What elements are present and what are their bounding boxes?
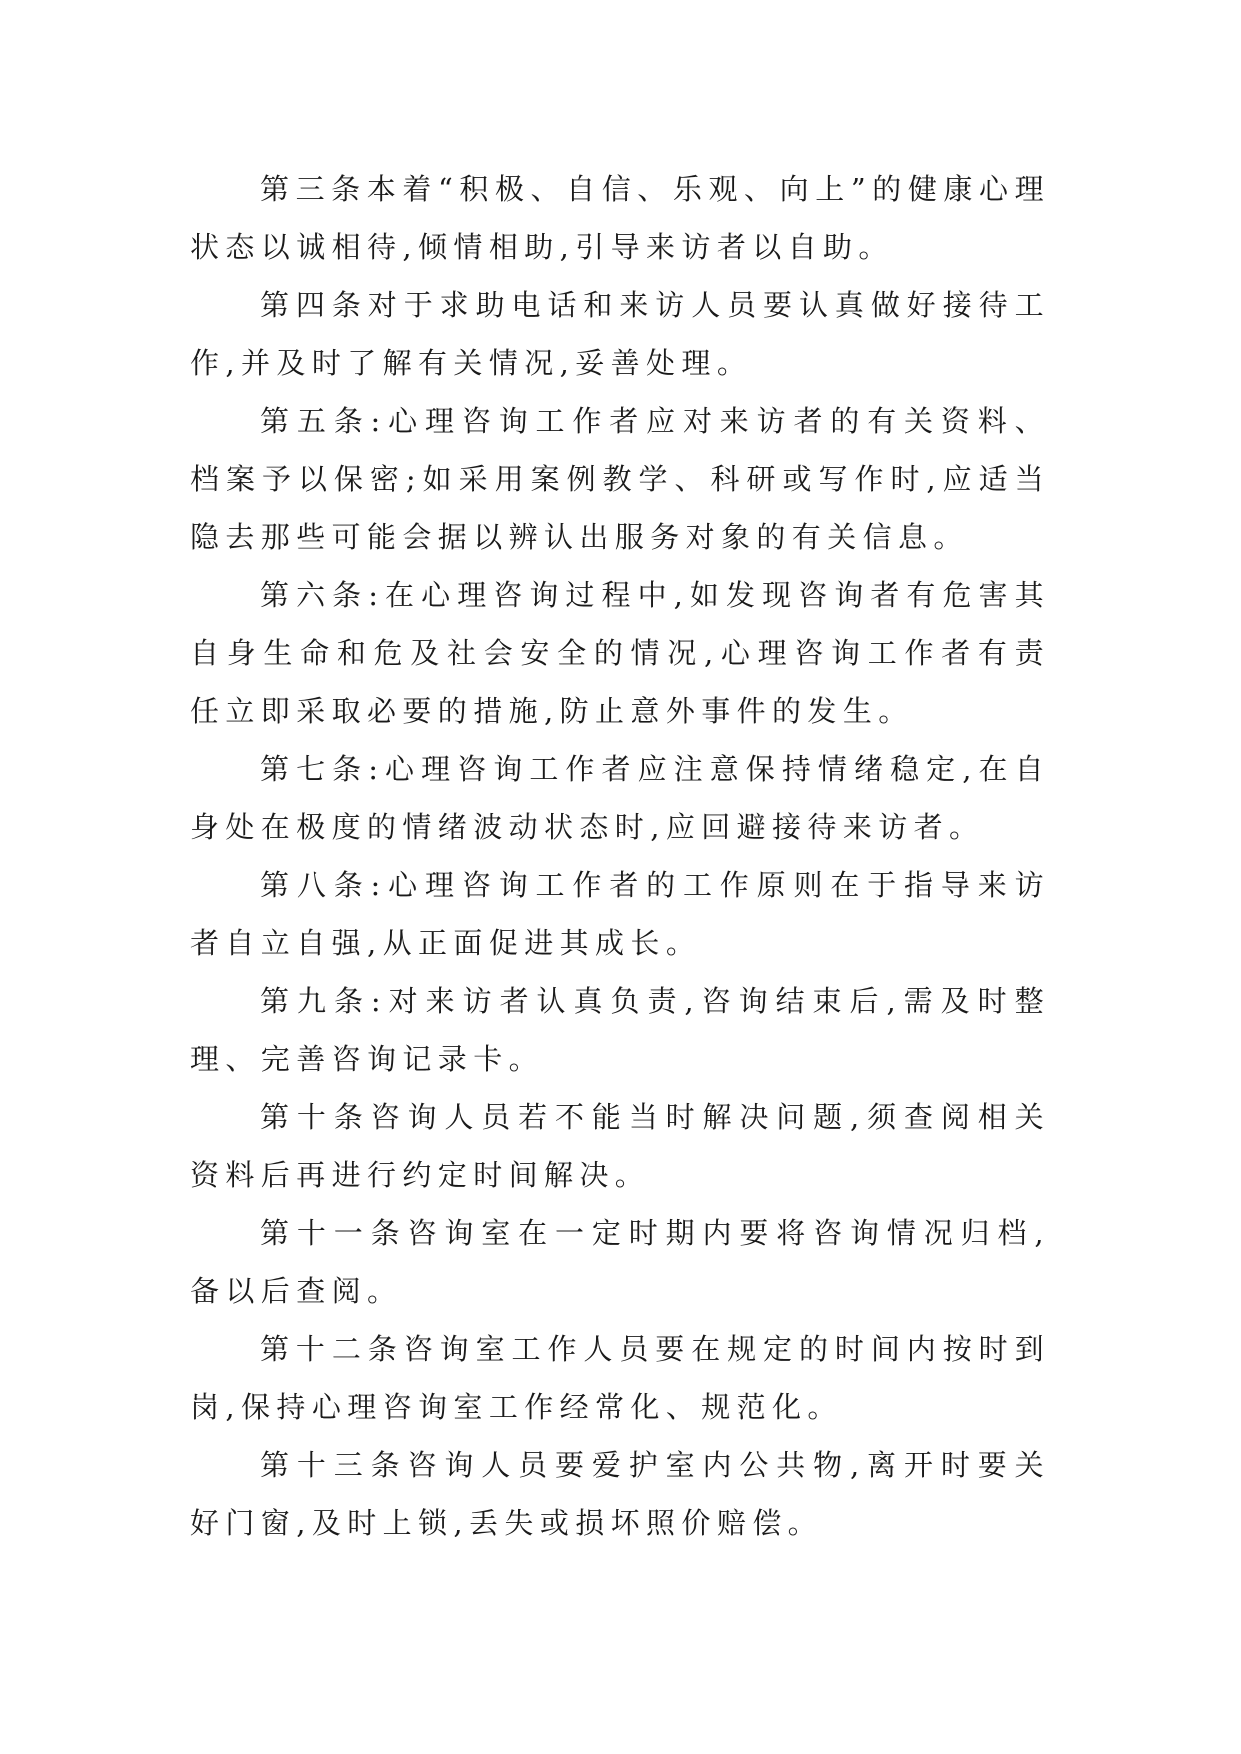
paragraph-article-4: 第四条对于求助电话和来访人员要认真做好接待工作,并及时了解有关情况,妥善处理。 (190, 288, 1050, 380)
paragraph-article-12: 第十二条咨询室工作人员要在规定的时间内按时到岗,保持心理咨询室工作经常化、规范化。 (190, 1332, 1050, 1424)
paragraph-article-7: 第七条:心理咨询工作者应注意保持情绪稳定,在自身处在极度的情绪波动状态时,应回避接待来访者。 (190, 752, 1050, 844)
paragraph-article-13: 第十三条咨询人员要爱护室内公共物,离开时要关好门窗,及时上锁,丢失或损坏照价赔偿。 (190, 1448, 1050, 1540)
paragraph-article-6: 第六条:在心理咨询过程中,如发现咨询者有危害其自身生命和危及社会安全的情况,心理咨询工作者有责任立即采取必要的措施,防止意外事件的发生。 (190, 578, 1050, 728)
paragraph-article-8: 第八条:心理咨询工作者的工作原则在于指导来访者自立自强,从正面促进其成长。 (190, 868, 1050, 960)
paragraph-article-9: 第九条:对来访者认真负责,咨询结束后,需及时整理、完善咨询记录卡。 (190, 984, 1050, 1076)
document-body (190, 160, 1050, 1552)
paragraph-article-10: 第十条咨询人员若不能当时解决问题,须查阅相关资料后再进行约定时间解决。 (190, 1100, 1050, 1192)
paragraph-article-3: 第三条本着“积极、自信、乐观、向上”的健康心理状态以诚相待,倾情相助,引导来访者以自助。 (190, 172, 1050, 264)
paragraph-article-11: 第十一条咨询室在一定时期内要将咨询情况归档,备以后查阅。 (190, 1216, 1050, 1308)
paragraph-article-5: 第五条:心理咨询工作者应对来访者的有关资料、档案予以保密;如采用案例教学、科研或写作时,应适当隐去那些可能会据以辨认出服务对象的有关信息。 (190, 404, 1050, 554)
